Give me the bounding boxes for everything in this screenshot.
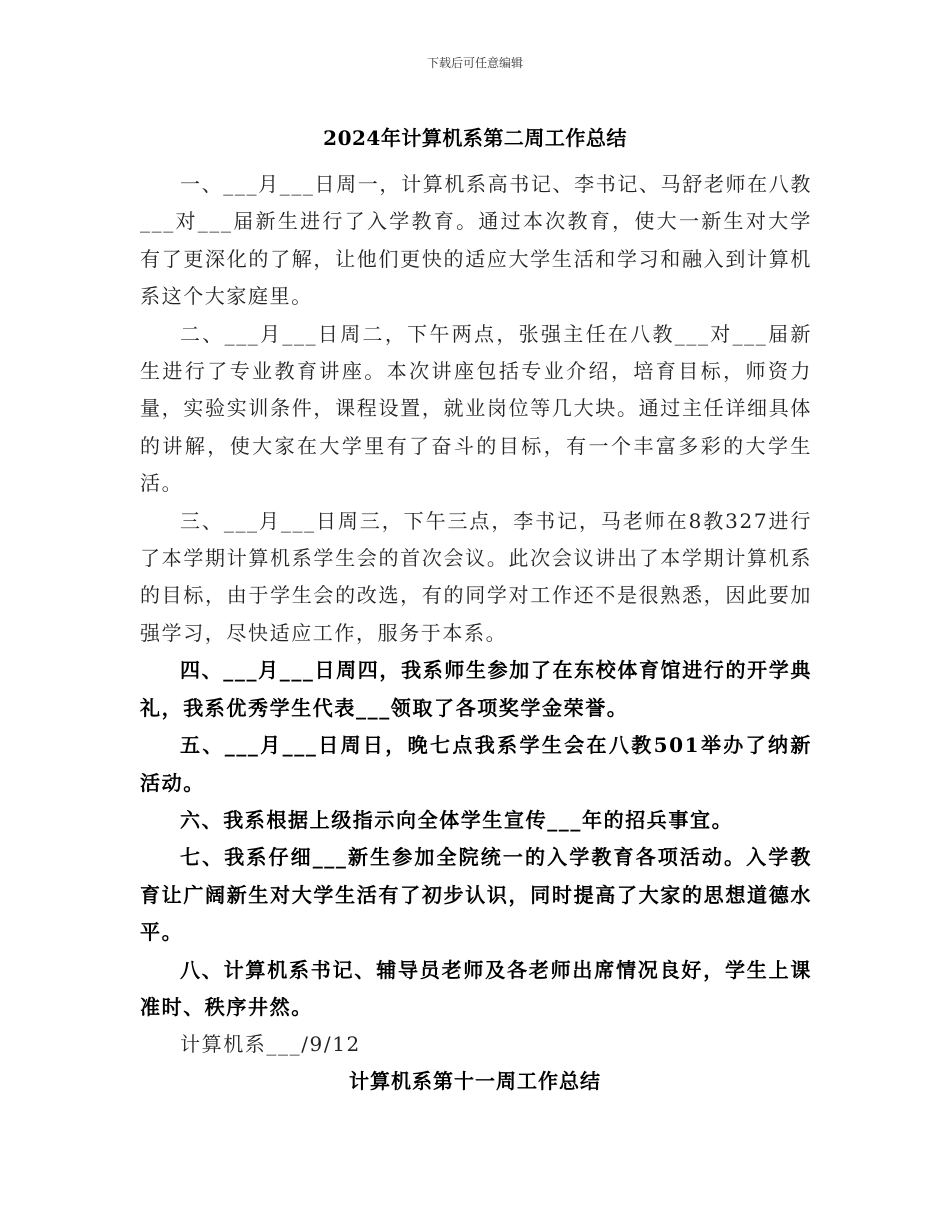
- paragraph-6: 六、我系根据上级指示向全体学生宣传___年的招兵事宜。: [180, 807, 734, 832]
- document-title: 2024年计算机系第二周工作总结: [323, 126, 627, 150]
- header-note: 下载后可任意编辑: [426, 56, 523, 70]
- signature-line: 计算机系___/9/12: [180, 1032, 361, 1057]
- paragraph-4: 四、___月___日周四，我系师生参加了在东校体育馆进行的开学典礼，我系优秀学生代表___领取了各项奖学金荣誉。: [140, 658, 812, 720]
- paragraph-2: 二、___月___日周二，下午两点，张强主任在八教___对___届新生进行了专业教育讲座。本次讲座包括专业介绍，培育目标，师资力量，实验实训条件，课程设置，就业岗位等几大块。通过主任详细具体的讲解，使大家在大学里有了奋斗的目标，有一个丰富多彩的大学生活。: [140, 321, 812, 496]
- paragraph-3: 三、___月___日周三，下午三点，李书记，马老师在8教327进行了本学期计算机系学生会的首次会议。此次会议讲出了本学期计算机系的目标，由于学生会的改选，有的同学对工作还不是很熟悉，因此要加强学习，尽快适应工作，服务于本系。: [140, 508, 812, 645]
- paragraph-8: 八、计算机系书记、辅导员老师及各老师出席情况良好，学生上课准时、秩序井然。: [140, 957, 812, 1019]
- paragraph-5: 五、___月___日周日，晚七点我系学生会在八教501举办了纳新活动。: [140, 733, 812, 795]
- paragraph-7: 七、我系仔细___新生参加全院统一的入学教育各项活动。入学教育让广阔新生对大学生活有了初步认识，同时提高了大家的思想道德水平。: [140, 845, 812, 945]
- document-body: [140, 166, 812, 1064]
- next-section-title: 计算机系第十一周工作总结: [349, 1069, 601, 1093]
- paragraph-1: 一、___月___日周一，计算机系高书记、李书记、马舒老师在八教___对___届新生进行了入学教育。通过本次教育，使大一新生对大学有了更深化的了解，让他们更快的适应大学生活和学习和融入到计算机系这个大家庭里。: [140, 172, 812, 309]
